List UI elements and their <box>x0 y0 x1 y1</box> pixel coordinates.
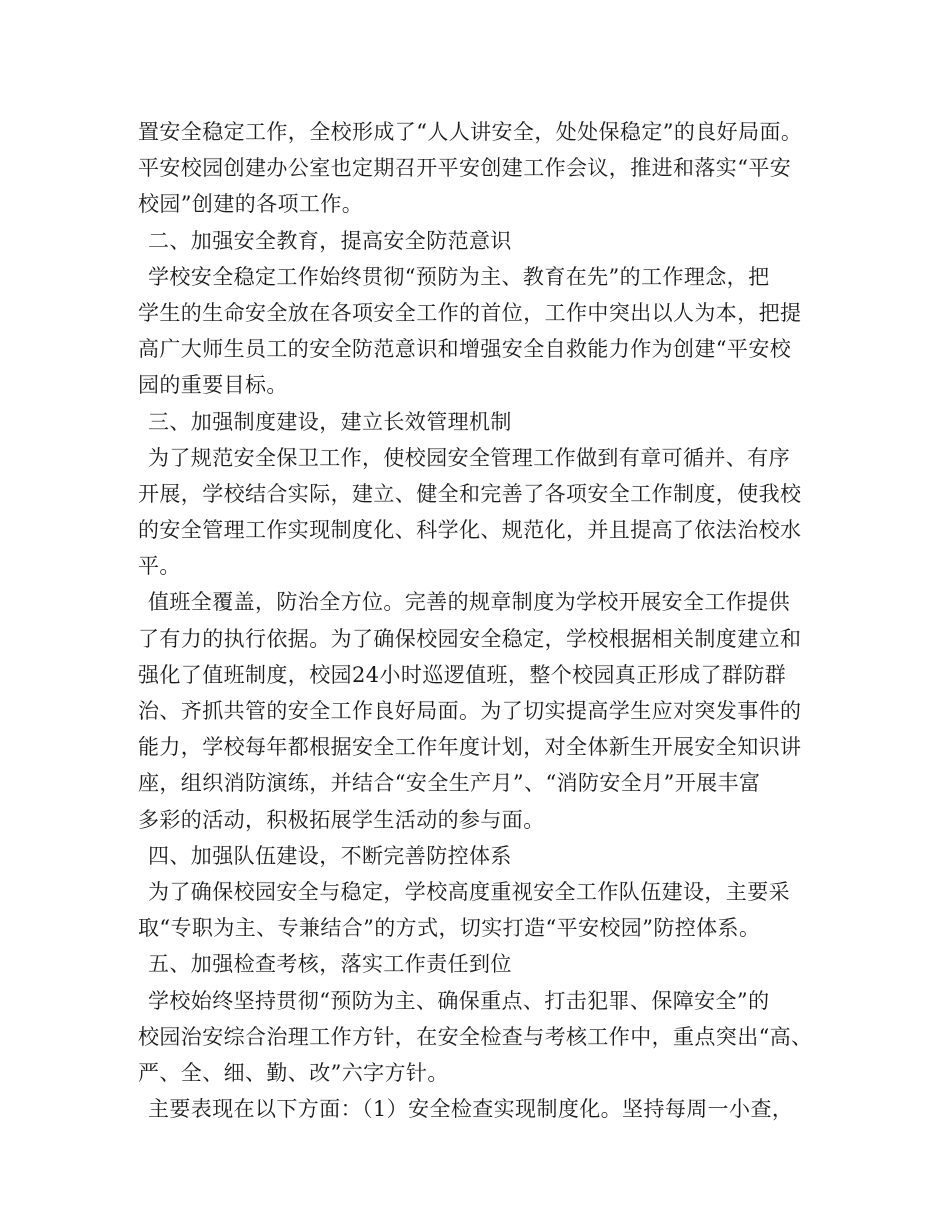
text-line: 五、加强检查考核，落实工作责任到位 <box>148 952 512 977</box>
text-line: 四、加强队伍建设，不断完善防控体系 <box>148 843 512 868</box>
text-line: 能力，学校每年都根据安全工作年度计划，对全体新生开展安全知识讲 <box>138 735 802 760</box>
text-line: 的安全管理工作实现制度化、科学化、规范化，并且提高了依法治校水 <box>138 518 802 543</box>
document-body <box>138 114 838 1127</box>
text-line: 园的重要目标。 <box>138 373 288 398</box>
text-line: 为了规范安全保卫工作，使校园安全管理工作做到有章可循并、有序 <box>148 445 790 470</box>
text-line: 严、全、细、勤、改”六字方针。 <box>138 1060 449 1085</box>
text-line: 座，组织消防演练，并结合“安全生产月”、“消防安全月”开展丰富 <box>138 771 761 796</box>
text-line: 校园”创建的各项工作。 <box>138 192 364 217</box>
text-line: 二、加强安全教育，提高安全防范意识 <box>148 228 512 253</box>
text-line: 多彩的活动，积极拓展学生活动的参与面。 <box>138 807 545 832</box>
text-line: 强化了值班制度，校园24小时巡逻值班，整个校园真正形成了群防群 <box>138 662 787 687</box>
text-line: 值班全覆盖，防治全方位。完善的规章制度为学校开展安全工作提供 <box>148 590 790 615</box>
text-line: 三、加强制度建设，建立长效管理机制 <box>148 409 512 434</box>
text-line: 学校始终坚持贯彻“预防为主、确保重点、打击犯罪、保障安全”的 <box>148 988 770 1013</box>
text-line: 为了确保校园安全与稳定，学校高度重视安全工作队伍建设，主要采 <box>148 879 790 904</box>
text-line: 主要表现在以下方面：（1）安全检查实现制度化。坚持每周一小查， <box>148 1097 794 1122</box>
text-line: 置安全稳定工作，全校形成了“人人讲安全，处处保稳定”的良好局面。 <box>138 120 803 144</box>
text-line: 校园治安综合治理工作方针，在安全检查与考核工作中，重点突出“高、 <box>138 1024 813 1049</box>
text-line: 取“专职为主、专兼结合”的方式，切实打造“平安校园”防控体系。 <box>138 916 761 941</box>
text-line: 治、齐抓共管的安全工作良好局面。为了切实提高学生应对突发事件的 <box>138 699 802 723</box>
text-line: 了有力的执行依据。为了确保校园安全稳定，学校根据相关制度建立和 <box>138 626 802 651</box>
text-line: 平。 <box>138 554 181 579</box>
text-line: 学校安全稳定工作始终贯彻“预防为主、教育在先”的工作理念，把 <box>148 264 770 289</box>
text-line: 开展，学校结合实际，建立、健全和完善了各项安全工作制度，使我校 <box>138 481 802 506</box>
text-line: 学生的生命安全放在各项安全工作的首位，工作中突出以人为本，把提 <box>138 300 802 325</box>
text-line: 平安校园创建办公室也定期召开平安创建工作会议，推进和落实“平安 <box>138 156 792 181</box>
text-line: 高广大师生员工的安全防范意识和增强安全自救能力作为创建“平安校 <box>138 337 792 362</box>
